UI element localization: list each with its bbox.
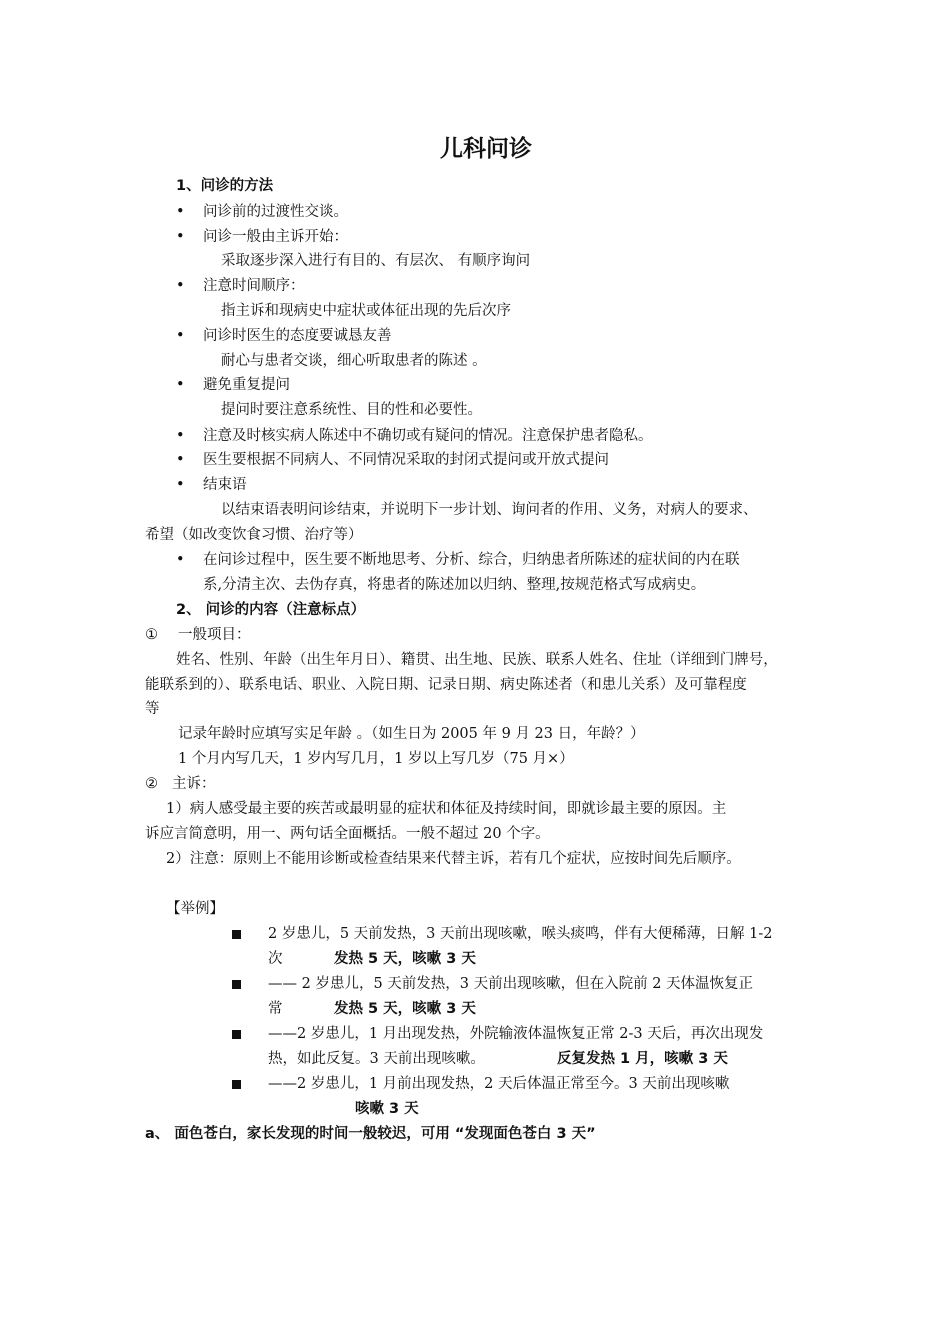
list-item: 问诊前的过渡性交谈。 (203, 204, 348, 220)
list-item: 注意时间顺序： (203, 278, 305, 294)
bullet-icon: • (176, 477, 185, 493)
bullet-icon: • (176, 552, 185, 568)
list-item: 避免重复提问 (203, 377, 290, 393)
paragraph-line: 姓名、性别、年龄（出生年月日）、籍贯、出生地、民族、联系人姓名、住址（详细到门牌号， (176, 652, 778, 668)
paragraph-line: 诉应言简意明，用一、两句话全面概括。一般不超过 20 个字。 (145, 826, 550, 842)
item-label: 一般项目： (178, 627, 251, 643)
bullet-icon: • (176, 278, 185, 294)
square-bullet-icon (232, 930, 241, 939)
bullet-icon: • (176, 204, 185, 220)
list-item-detail: 指主诉和现病史中症状或体征出现的先后次序 (221, 303, 511, 319)
bullet-icon: • (176, 428, 185, 444)
paragraph-line: 等 (145, 701, 160, 717)
list-item-detail: 采取逐步深入进行有目的、有层次、 有顺序询问 (221, 253, 531, 269)
example-text: ——2 岁患儿，1 月前出现发热，2 天后体温正常至今。3 天前出现咳嗽 (268, 1076, 730, 1092)
list-item: 注意及时核实病人陈述中不确切或有疑问的情况。注意保护患者隐私。 (203, 428, 653, 444)
paragraph-line: 能联系到的）、联系电话、职业、入院日期、记录日期、病史陈述者（和患儿关系）及可靠程度 (145, 677, 747, 693)
list-item: 问诊时医生的态度要诚恳友善 (203, 328, 392, 344)
item-number: ② (145, 776, 158, 792)
example-text: 2 岁患儿，5 天前发热，3 天前出现咳嗽，喉头痰鸣，伴有大便稀薄，日解 1-2 (268, 926, 773, 942)
square-bullet-icon (232, 1080, 241, 1089)
square-bullet-icon (232, 1030, 241, 1039)
bullet-icon: • (176, 229, 185, 245)
list-item: 在问诊过程中，医生要不断地思考、分析、综合，归纳患者所陈述的症状间的内在联 (203, 552, 740, 568)
bullet-icon: • (176, 328, 185, 344)
section-heading-content: 2、 问诊的内容（注意标点） (176, 602, 366, 618)
square-bullet-icon (232, 980, 241, 989)
example-chief-complaint: 发热 5 天，咳嗽 3 天 (334, 1001, 476, 1017)
example-text: ——2 岁患儿，1 月出现发热，外院输液体温恢复正常 2-3 天后，再次出现发 (268, 1026, 764, 1042)
final-note: a、 面色苍白，家长发现的时间一般较迟，可用 “发现面色苍白 3 天” (145, 1126, 596, 1142)
list-item: 医生要根据不同病人、不同情况采取的封闭式提问或开放式提问 (203, 452, 609, 468)
list-item: 结束语 (203, 477, 247, 493)
list-item-continuation: 系,分清主次、去伪存真，将患者的陈述加以归纳、整理,按规范格式写成病史。 (203, 577, 706, 593)
section-heading-method: 1、问诊的方法 (176, 178, 274, 194)
example-text: 热，如此反复。3 天前出现咳嗽。 (268, 1051, 485, 1067)
bullet-icon: • (176, 377, 185, 393)
example-chief-complaint: 咳嗽 3 天 (355, 1101, 419, 1117)
paragraph-line: 1）病人感受最主要的疾苦或最明显的症状和体征及持续时间，即就诊最主要的原因。主 (166, 801, 727, 817)
examples-heading: 【举例】 (166, 901, 224, 917)
example-chief-complaint: 发热 5 天，咳嗽 3 天 (334, 951, 476, 967)
item-number: ① (145, 627, 158, 643)
list-item: 问诊一般由主诉开始： (203, 229, 348, 245)
example-text: 常 (268, 1001, 283, 1017)
list-item-detail: 以结束语表明问诊结束，并说明下一步计划、询问者的作用、义务，对病人的要求、 (221, 502, 758, 518)
item-label: 主诉： (172, 776, 216, 792)
bullet-icon: • (176, 452, 185, 468)
page-title: 儿科问诊 (440, 136, 532, 162)
paragraph-line: 2）注意：原则上不能用诊断或检查结果来代替主诉，若有几个症状，应按时间先后顺序。 (166, 851, 741, 867)
paragraph-line: 1 个月内写几天，1 岁内写几月，1 岁以上写几岁（75 月×） (178, 751, 574, 767)
list-item-detail: 希望（如改变饮食习惯、治疗等） (145, 527, 363, 543)
example-text: 次 (268, 951, 283, 967)
list-item-detail: 提问时要注意系统性、目的性和必要性。 (221, 402, 482, 418)
example-chief-complaint: 反复发热 1 月，咳嗽 3 天 (557, 1051, 728, 1067)
list-item-detail: 耐心与患者交谈，细心听取患者的陈述 。 (221, 353, 487, 369)
example-text: —— 2 岁患儿，5 天前发热，3 天前出现咳嗽，但在入院前 2 天体温恢复正 (268, 976, 754, 992)
paragraph-line: 记录年龄时应填写实足年龄 。（如生日为 2005 年 9 月 23 日，年龄？） (178, 726, 645, 742)
